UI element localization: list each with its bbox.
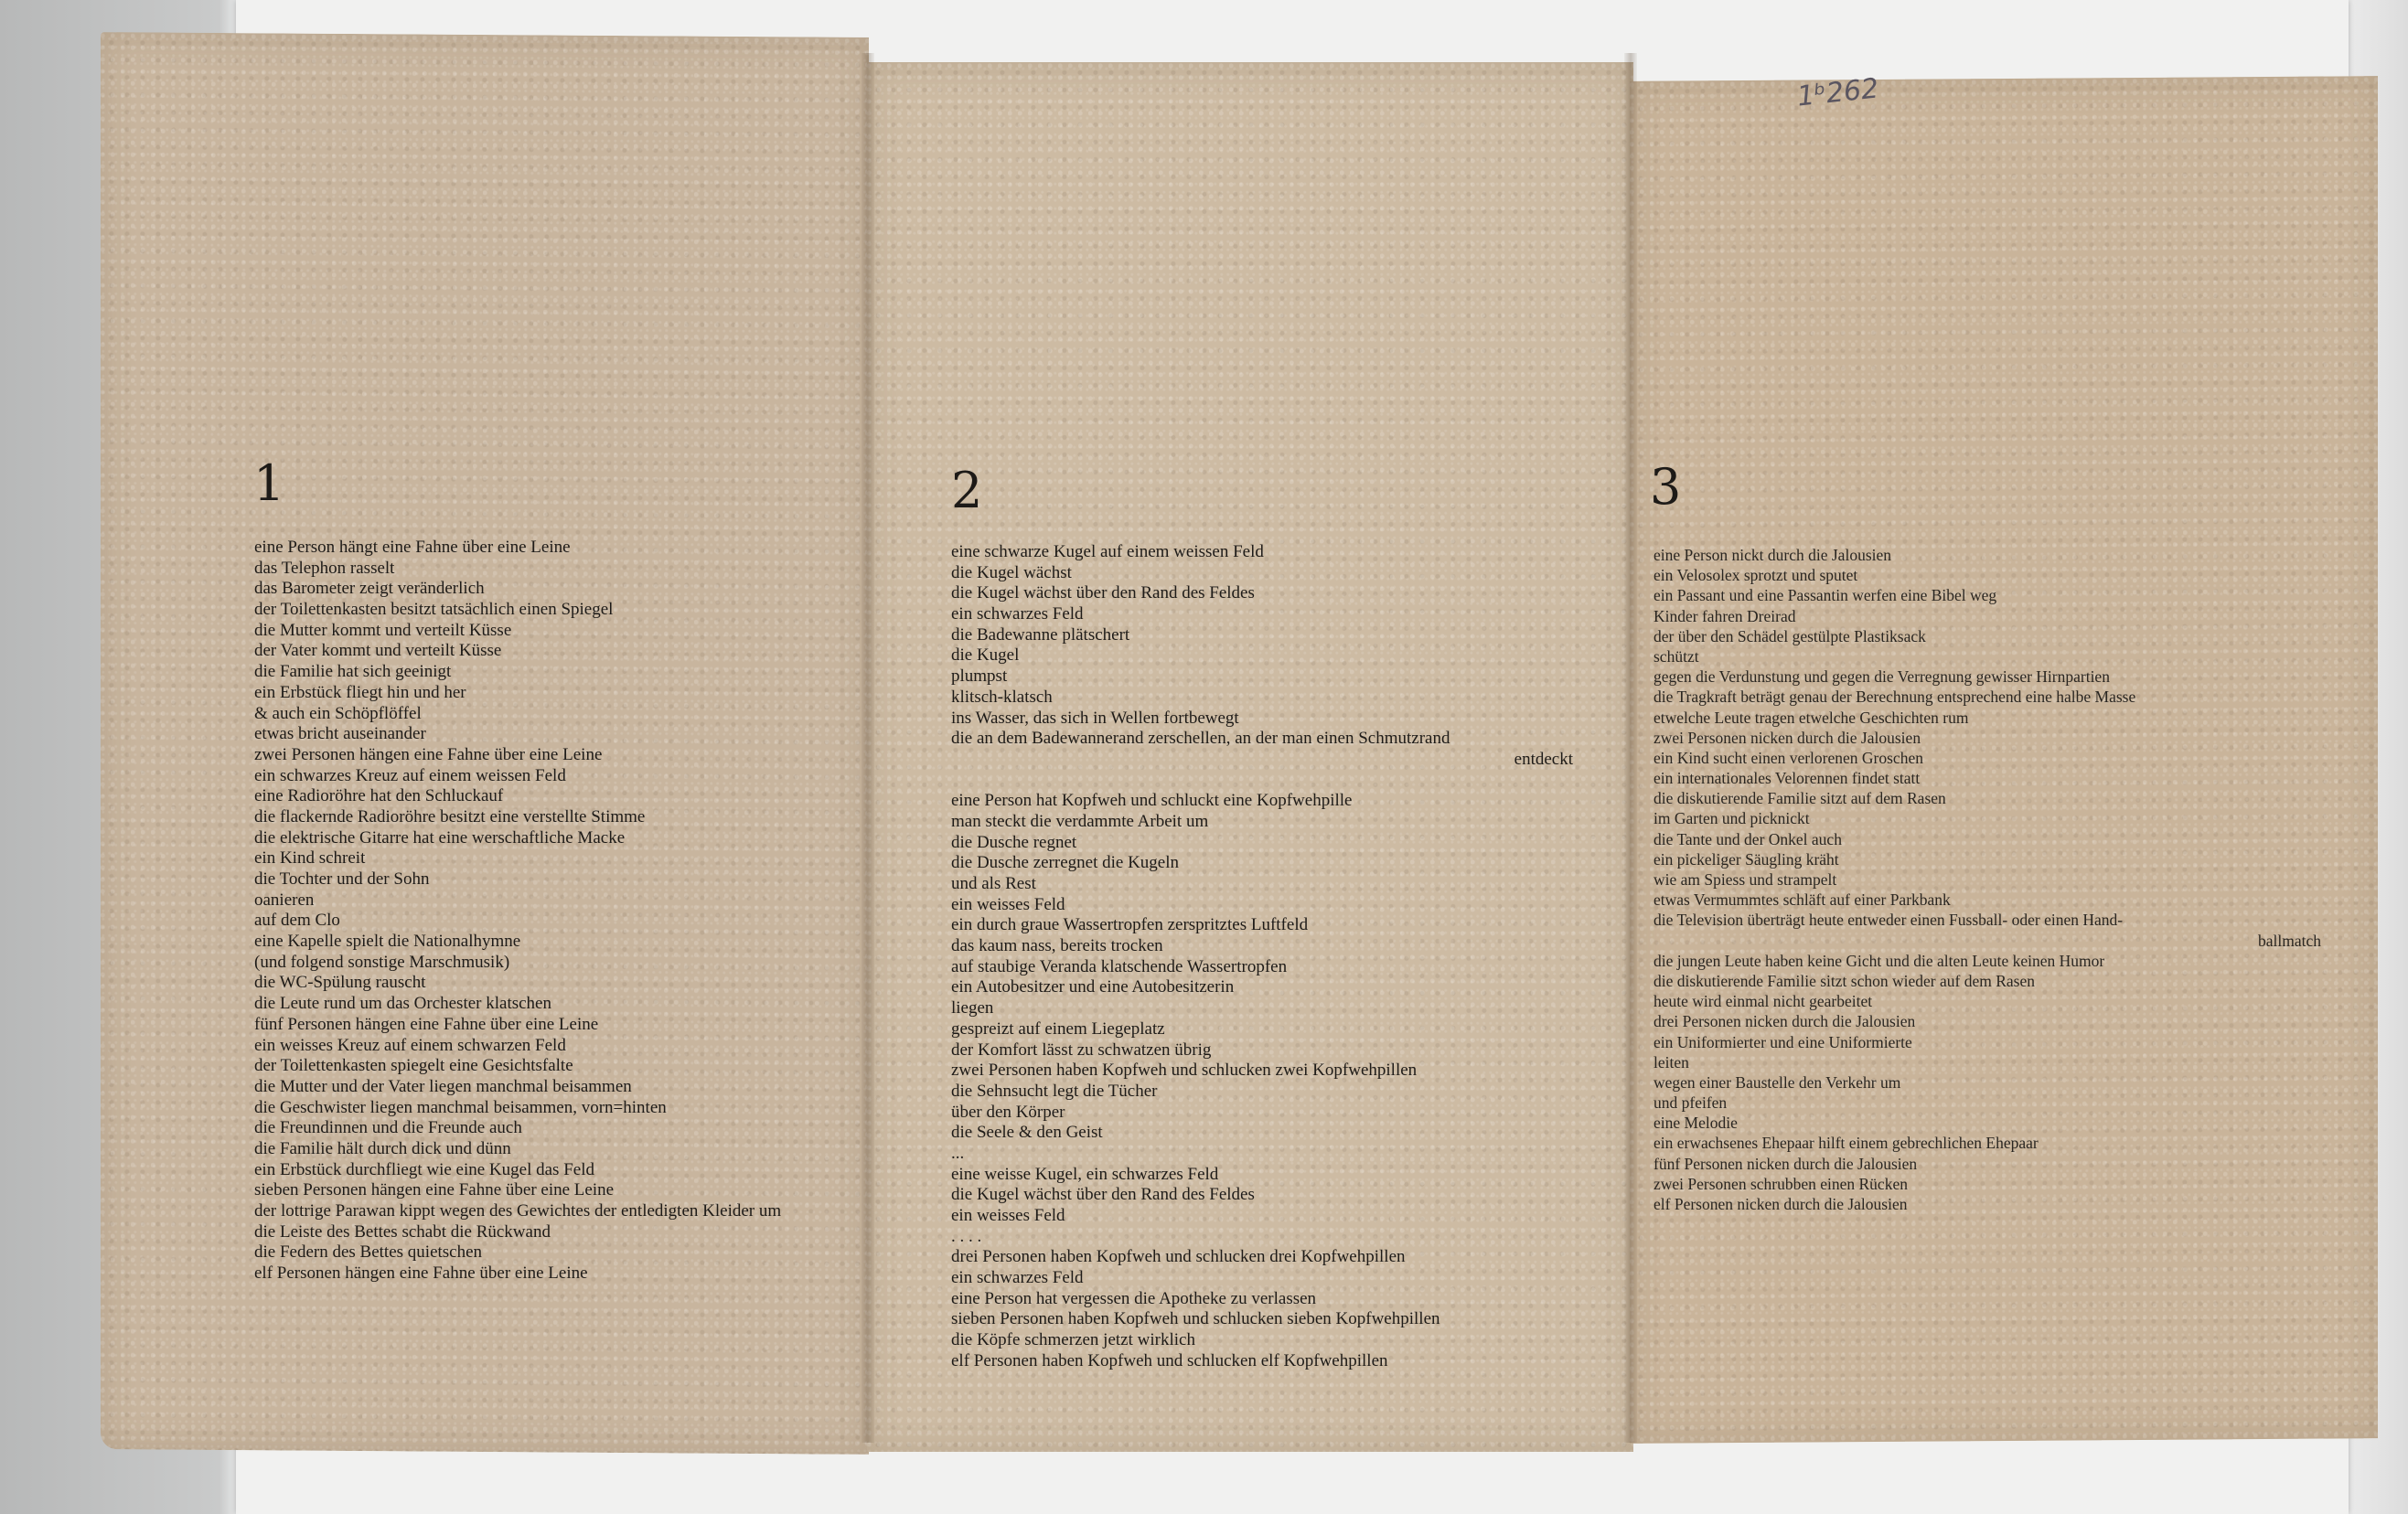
fold-crease-2 [1624, 53, 1637, 1443]
poem-line: die Freundinnen und die Freunde auch [254, 1118, 522, 1138]
poem-line: die diskutierende Familie sitzt schon wieder auf dem Rasen [1653, 971, 2035, 990]
poem-line: ... [951, 1143, 965, 1163]
poem-line: der Toilettenkasten besitzt tatsächlich einen Spiegel [254, 600, 614, 620]
poem-line: ein Kind sucht einen verlorenen Groschen [1653, 748, 1923, 767]
poem-line: elf Personen hängen eine Fahne über eine Leine [254, 1263, 588, 1284]
poem-line: drei Personen nicken durch die Jalousien [1653, 1012, 1916, 1031]
poem-line: die Tante und der Onkel auch [1653, 829, 1842, 848]
poem-line: die Tochter und der Sohn [254, 869, 430, 889]
poem-line: etwas bricht auseinander [254, 724, 426, 744]
poem-line: die Leute rund um das Orchester klatschen [254, 994, 551, 1014]
poem-line: die diskutierende Familie sitzt auf dem Rasen [1653, 789, 1946, 808]
poem-line: ein Autobesitzer und eine Autobesitzerin [951, 977, 1235, 997]
poem-line: auf staubige Veranda klatschende Wassertropfen [951, 956, 1288, 976]
poem-line: das kaum nass, bereits trocken [951, 936, 1163, 956]
poem-line: zwei Personen schrubben einen Rücken [1653, 1174, 1908, 1193]
poem-line: der lottrige Parawan kippt wegen des Gewichtes der entledigten Kleider um [254, 1201, 782, 1221]
poem-line: die Tragkraft beträgt genau der Berechnung entsprechend eine halbe Masse [1653, 688, 2136, 707]
poem-line: die Kugel [951, 645, 1020, 666]
poem-line: die Köpfe schmerzen jetzt wirklich [951, 1330, 1195, 1350]
poem-line: der Komfort lässt zu schwatzen übrig [951, 1040, 1212, 1060]
poem-line: entdeckt [1514, 749, 1573, 769]
poem-line: zwei Personen nicken durch die Jalousien [1653, 728, 1921, 747]
poem-line: zwei Personen hängen eine Fahne über eine Leine [254, 744, 603, 764]
poem-line: die Badewanne plätschert [951, 624, 1130, 645]
poem-line: ins Wasser, das sich in Wellen fortbewegt [951, 708, 1239, 728]
poem-line: ein weisses Feld [951, 1206, 1065, 1225]
poem-line: die an dem Badewannerand zerschellen, an der man einen Schmutzrand [951, 729, 1450, 749]
poem-line: die Familie hat sich geeinigt [254, 662, 452, 682]
poem-line: eine Person hat vergessen die Apotheke zu verlassen [951, 1288, 1317, 1308]
poem-line: die Kugel wächst über den Rand des Feldes [951, 583, 1255, 603]
poem-line: über den Körper [951, 1102, 1065, 1122]
poem-line: die Seele & den Geist [951, 1123, 1103, 1143]
poem-line: die Geschwister liegen manchmal beisammen, vorn=hinten [254, 1097, 667, 1117]
poem-line: eine Person hat Kopfweh und schluckt eine Kopfwehpille [951, 791, 1353, 811]
poem-line: sieben Personen hängen eine Fahne über eine Leine [254, 1180, 615, 1200]
poem-line: Kinder fahren Dreirad [1653, 606, 1796, 625]
poem-line: zwei Personen haben Kopfweh und schlucken zwei Kopfwehpillen [951, 1061, 1418, 1081]
poem-line: eine Radioröhre hat den Schluckauf [254, 786, 504, 806]
poem-line: ein weisses Kreuz auf einem schwarzen Feld [254, 1035, 566, 1055]
poem-line: die Kugel wächst [951, 562, 1072, 582]
poem-line: klitsch-klatsch [951, 687, 1053, 707]
poem-line: eine Kapelle spielt die Nationalhymne [254, 932, 521, 952]
poem-line: und pfeifen [1653, 1093, 1728, 1113]
poem-line: ein internationales Velorennen findet statt [1653, 769, 1921, 788]
poem-line: & auch ein Schöpflöffel [254, 703, 422, 723]
poem-line: man steckt die verdammte Arbeit um [951, 811, 1209, 831]
poem-line: das Telephon rasselt [254, 558, 395, 578]
poem-line: die Television überträgt heute entweder einen Fussball- oder einen Hand- [1653, 911, 2124, 930]
section-number-1: 1 [253, 454, 285, 512]
poem-section-2 [951, 542, 1582, 1372]
poem-line: leiten [1653, 1052, 1689, 1072]
poem-line: die Federn des Bettes quietschen [254, 1242, 483, 1263]
poem-line: elf Personen nicken durch die Jalousien [1653, 1195, 1908, 1213]
poem-line: ein weisses Feld [951, 894, 1065, 914]
poem-line: ein schwarzes Kreuz auf einem weissen Feld [254, 765, 566, 785]
poem-line: wegen einer Baustelle den Verkehr um [1653, 1072, 1901, 1092]
poem-line: die Dusche zerregnet die Kugeln [951, 853, 1180, 873]
poem-line: fünf Personen nicken durch die Jalousien [1653, 1154, 1918, 1173]
poem-line: ein schwarzes Feld [951, 1268, 1084, 1288]
poem-line: die Familie hält durch dick und dünn [254, 1138, 511, 1158]
poem-line: drei Personen haben Kopfweh und schlucken drei Kopfwehpillen [951, 1247, 1406, 1267]
poem-line: eine Melodie [1653, 1114, 1738, 1133]
poem-line: im Garten und picknickt [1653, 809, 1810, 828]
poem-line: liegen [951, 998, 994, 1018]
poem-line: die jungen Leute haben keine Gicht und die alten Leute keinen Humor [1653, 951, 2105, 970]
poem-line: eine schwarze Kugel auf einem weissen Feld [951, 542, 1264, 561]
poem-line: schützt [1653, 646, 1699, 666]
poem-line: der über den Schädel gestülpte Plastiksack [1653, 626, 1926, 645]
poem-line: fünf Personen hängen eine Fahne über eine Leine [254, 1014, 599, 1034]
poem-line: und als Rest [951, 874, 1036, 893]
poem-line: oanieren [254, 890, 315, 910]
poem-section-3 [1653, 545, 2321, 1214]
poem-line: elf Personen haben Kopfweh und schlucken elf Kopfwehpillen [951, 1350, 1388, 1370]
poem-line: ein Erbstück fliegt hin und her [254, 682, 466, 702]
poem-section-1 [254, 538, 885, 1285]
poem-line: eine Person hängt eine Fahne über eine Leine [254, 538, 571, 557]
section-number-3: 3 [1650, 458, 1682, 516]
poem-line: (und folgend sonstige Marschmusik) [254, 952, 510, 972]
poem-line: die WC-Spülung rauscht [254, 973, 426, 993]
poem-line: eine Person nickt durch die Jalousien [1653, 546, 1892, 564]
poem-line: der Toilettenkasten spiegelt eine Gesichtsfalte [254, 1056, 573, 1076]
poem-line: ballmatch [2257, 931, 2321, 950]
poem-line: das Barometer zeigt veränderlich [254, 579, 485, 599]
poem-line: ein Uniformierter und eine Uniformierte [1653, 1032, 1912, 1051]
poem-line: ein erwachsenes Ehepaar hilft einem gebrechlichen Ehepaar [1653, 1134, 2039, 1153]
handwritten-catalog-note: 1ᵇ262 [1795, 72, 1880, 113]
poem-line: etwas Vermummtes schläft auf einer Parkbank [1653, 890, 1951, 910]
section-number-2: 2 [951, 462, 983, 519]
poem-line: die Mutter und der Vater liegen manchmal beisammen [254, 1076, 632, 1096]
poem-line: heute wird einmal nicht gearbeitet [1653, 992, 1873, 1011]
poem-line: der Vater kommt und verteilt Küsse [254, 641, 502, 661]
poem-line: ein pickeliger Säugling kräht [1653, 849, 1839, 869]
poem-line [951, 771, 1582, 792]
poem-line: ein Velosolex sprotzt und sputet [1653, 566, 1858, 585]
poem-line: eine weisse Kugel, ein schwarzes Feld [951, 1164, 1219, 1184]
poem-line: die Leiste des Bettes schabt die Rückwand [254, 1221, 551, 1242]
poem-line: die Sehnsucht legt die Tücher [951, 1081, 1158, 1101]
poem-line: wie am Spiess und strampelt [1653, 870, 1837, 889]
poem-line: ein durch graue Wassertropfen zerspritztes Luftfeld [951, 915, 1309, 935]
poem-line: auf dem Clo [254, 911, 340, 931]
poem-line: die Mutter kommt und verteilt Küsse [254, 620, 512, 640]
poem-line: ein schwarzes Feld [951, 604, 1084, 624]
poem-line: ein Erbstück durchfliegt wie eine Kugel das Feld [254, 1159, 594, 1179]
poem-line: gegen die Verdunstung und gegen die Verregnung gewisser Hirnpartien [1653, 667, 2110, 687]
poem-line: . . . . [951, 1226, 982, 1246]
poem-line: die Kugel wächst über den Rand des Feldes [951, 1185, 1255, 1205]
poem-line: ein Passant und eine Passantin werfen eine Bibel weg [1653, 586, 1997, 605]
poem-line: gespreizt auf einem Liegeplatz [951, 1018, 1165, 1039]
folded-leaflet [101, 35, 2378, 1479]
poem-line: sieben Personen haben Kopfweh und schlucken sieben Kopfwehpillen [951, 1309, 1440, 1329]
poem-line: die flackernde Radioröhre besitzt eine verstellte Stimme [254, 806, 646, 826]
poem-line: plumpst [951, 666, 1008, 687]
poem-line: etwelche Leute tragen etwelche Geschichten rum [1653, 708, 1969, 727]
poem-line: ein Kind schreit [254, 848, 366, 869]
poem-line: die elektrische Gitarre hat eine werschaftliche Macke [254, 827, 626, 848]
poem-line: die Dusche regnet [951, 832, 1077, 852]
